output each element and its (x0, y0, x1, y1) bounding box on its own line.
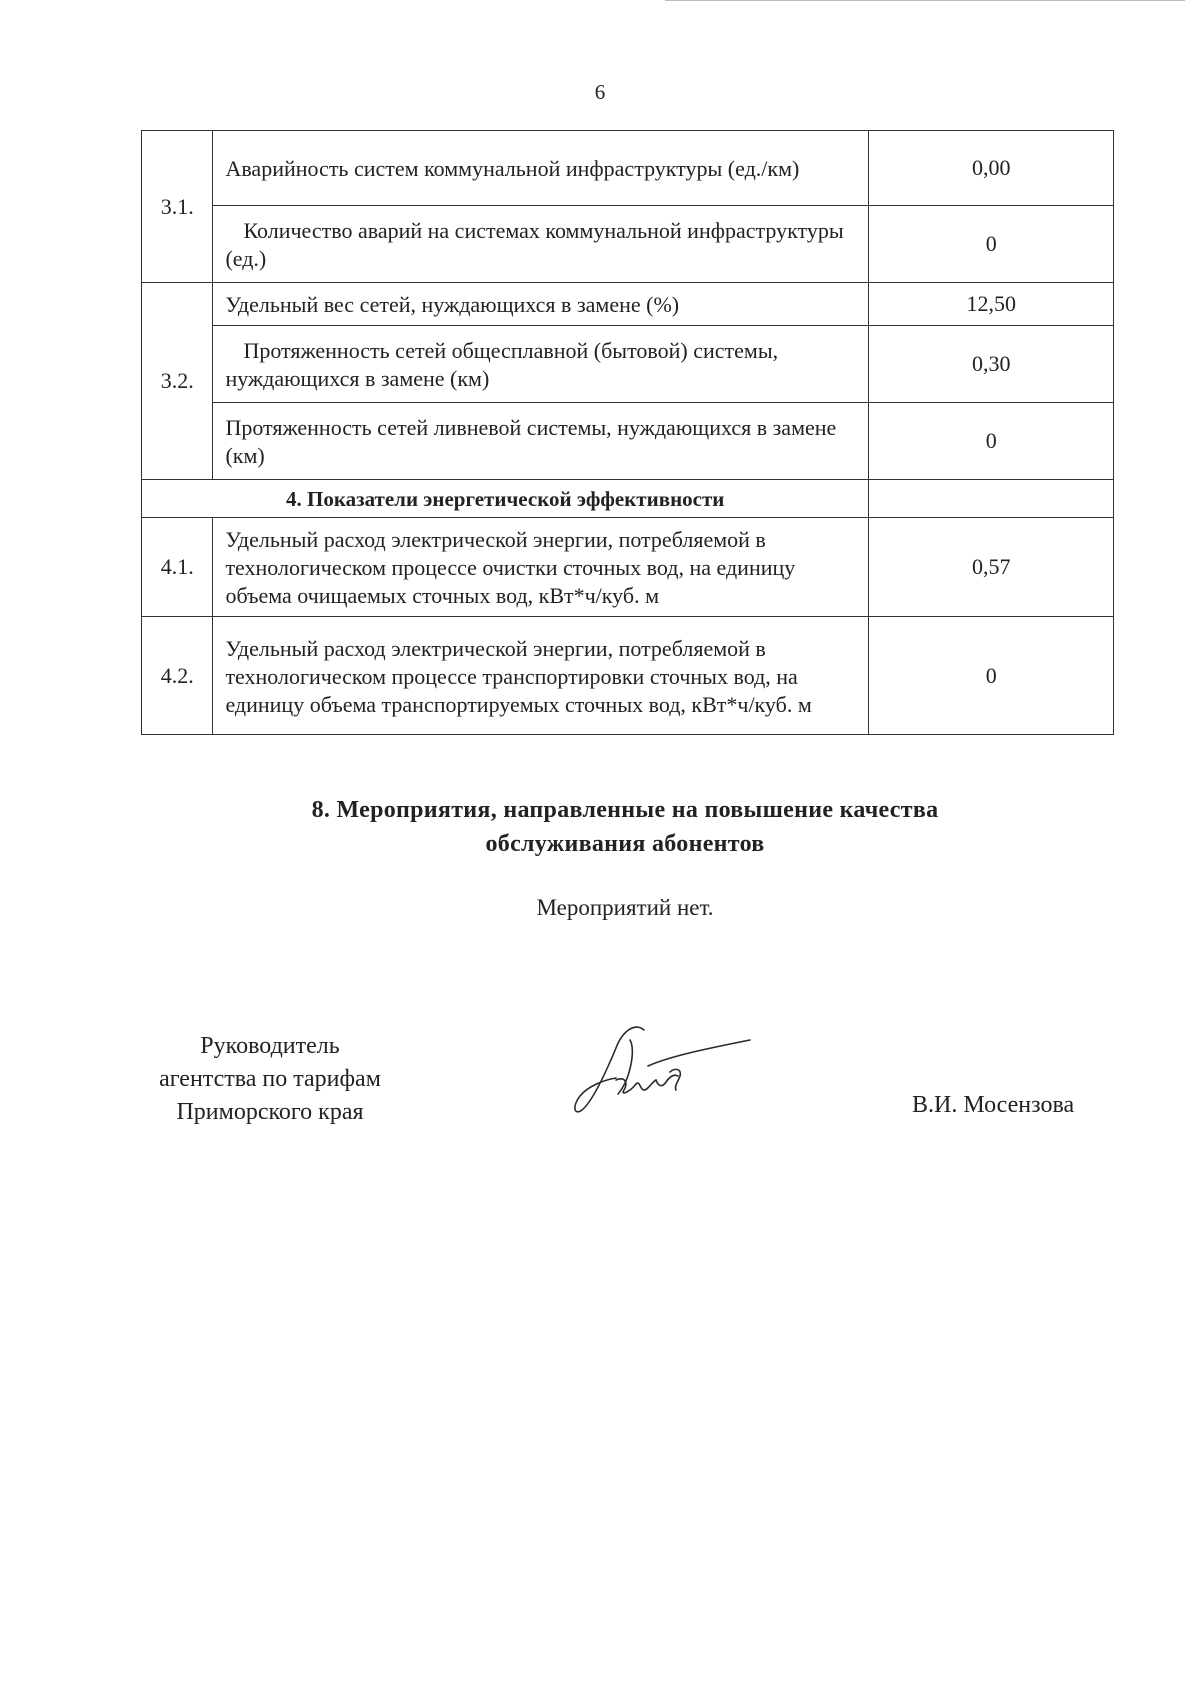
table-row (142, 326, 1114, 403)
page-number: 6 (594, 80, 606, 104)
indicator-value: 0,30 (869, 326, 1114, 403)
table-row (142, 518, 1114, 617)
row-number: 3.1. (142, 131, 213, 283)
table-row (142, 617, 1114, 735)
indicator-text: Протяженность сетей ливневой системы, нуждающихся в замене (км) (213, 403, 869, 480)
indicator-text: Протяженность сетей общесплавной (бытовой) системы, нуждающихся в замене (км) (213, 326, 869, 403)
heading-line: обслуживания абонентов (485, 831, 765, 857)
table-row (142, 403, 1114, 480)
table-row (142, 206, 1114, 283)
indicator-value: 0 (869, 403, 1114, 480)
top-border-line (665, 0, 1185, 1)
indicator-text: Количество аварий на системах коммунальной инфраструктуры (ед.) (213, 206, 869, 283)
handwritten-signature-icon (570, 1010, 770, 1120)
row-number: 4.1. (142, 518, 213, 617)
table-row (142, 131, 1114, 206)
table-row (142, 283, 1114, 326)
section-8-heading (0, 793, 1200, 861)
row-number: 4.2. (142, 617, 213, 735)
signer-name: В.И. Мосензова (912, 1092, 1075, 1118)
section-header-row (142, 480, 1114, 518)
indicator-text: Аварийность систем коммунальной инфраструктуры (ед./км) (213, 131, 869, 206)
heading-line: 8. Мероприятия, направленные на повышение качества (311, 797, 939, 823)
indicator-value: 12,50 (869, 283, 1114, 326)
indicator-text: Удельный расход электрической энергии, потребляемой в технологическом процессе транспортировки сточных вод, на единицу объема транспортируемых сточных вод, кВт*ч/куб. м (213, 617, 869, 735)
signer-title (120, 1030, 420, 1129)
indicator-text: Удельный вес сетей, нуждающихся в замене (%) (213, 283, 869, 326)
indicator-value: 0 (869, 206, 1114, 283)
indicator-text: Удельный расход электрической энергии, потребляемой в технологическом процессе очистки сточных вод, на единицу объема очищаемых сточных вод, кВт*ч/куб. м (213, 518, 869, 617)
signer-title-line: Руководитель (200, 1033, 340, 1059)
indicator-value: 0 (869, 617, 1114, 735)
signer-title-line: Приморского края (176, 1099, 364, 1125)
indicator-value: 0,57 (869, 518, 1114, 617)
empty-cell (869, 480, 1114, 518)
indicators-table (141, 130, 1114, 735)
row-number: 3.2. (142, 283, 213, 480)
indicator-value: 0,00 (869, 131, 1114, 206)
signer-title-line: агентства по тарифам (159, 1066, 381, 1092)
no-measures-text: Мероприятий нет. (536, 895, 714, 920)
section-title: 4. Показатели энергетической эффективности (142, 480, 869, 518)
